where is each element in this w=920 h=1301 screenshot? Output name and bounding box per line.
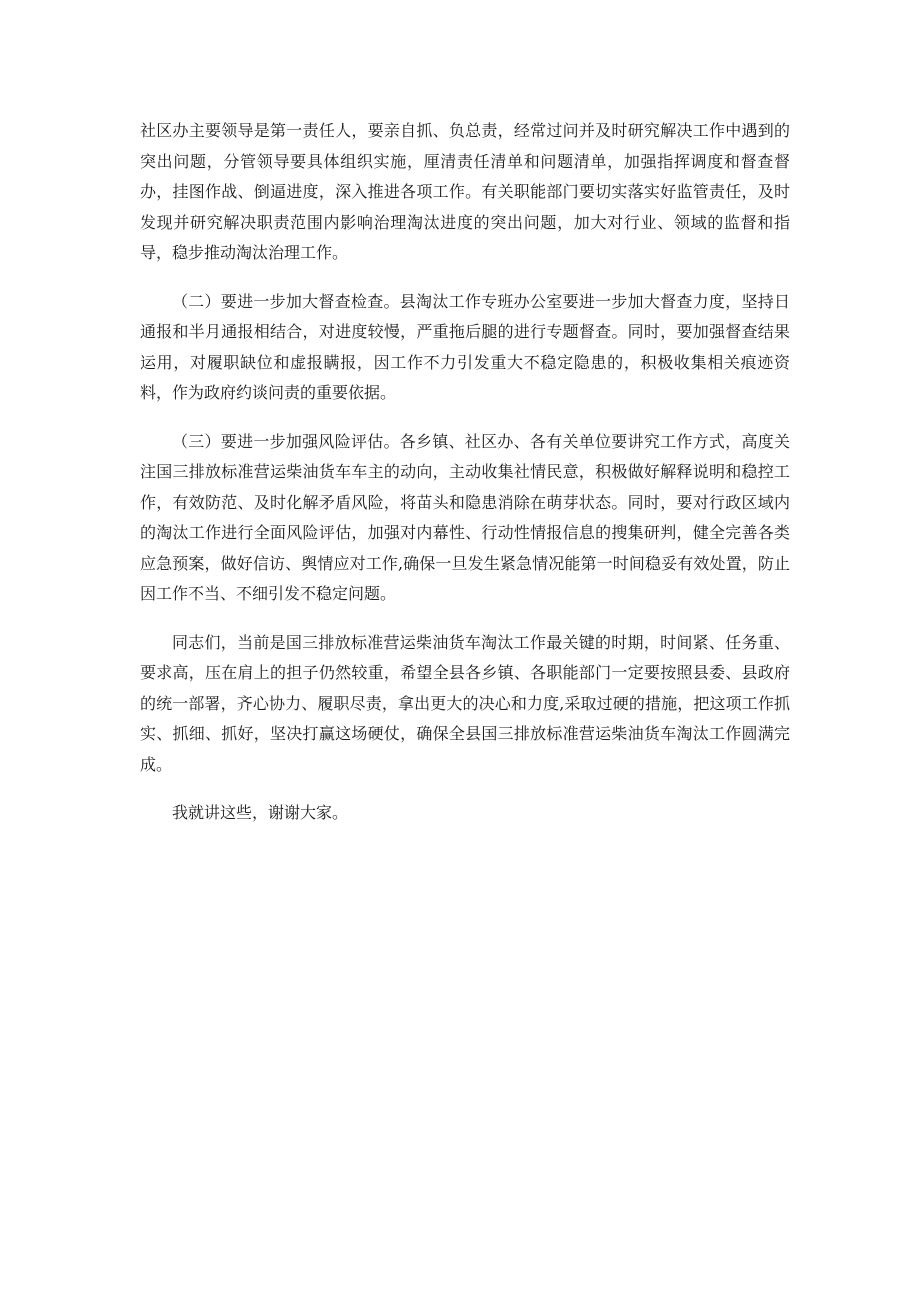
paragraph-supervision xyxy=(140,287,790,409)
paragraph-text: 社区办主要领导是第一责任人，要亲自抓、负总责，经常过问并及时研究解决工作中遇到的突出问题，分管领导要具体组织实施，厘清责任清单和问题清单，加强指挥调度和督查督办，挂图作战、倒逼进度，深入推进各项工作。有关职能部门要切实落实好监管责任，及时发现并研究解决职责范围内影响治理淘汰进度的突出问题，加大对行业、领域的监督和指导，稳步推动淘汰治理工作。 xyxy=(140,121,790,262)
paragraph-text: 同志们，当前是国三排放标准营运柴油货车淘汰工作最关键的时期，时间紧、任务重、要求高，压在肩上的担子仍然较重，希望全县各乡镇、各职能部门一定要按照县委、县政府的统一部署，齐心协力、履职尽责，拿出更大的决心和力度,采取过硬的措施，把这项工作抓实、抓细、抓好，坚决打赢这场硬仗，确保全县国三排放标准营运柴油货车淘汰工作圆满完成。 xyxy=(140,632,790,774)
paragraph-text: 各乡镇、社区办、各有关单位要讲究工作方式，高度关注国三排放标准营运柴油货车车主的动向，主动收集社情民意，积极做好解释说明和稳控工作，有效防范、及时化解矛盾风险，将苗头和隐患消除在萌芽状态。同时，要对行政区域内的淘汰工作进行全面风险评估，加强对内幕性、行动性情报信息的搜集研判，健全完善各类应急预案，做好信访、舆情应对工作,确保一旦发生紧急情况能第一时间稳妥有效处置，防止因工作不当、不细引发不稳定问题。 xyxy=(140,431,790,603)
paragraph-risk-assessment xyxy=(140,427,790,610)
section-heading-risk-assessment: （三）要进一步加强风险评估。 xyxy=(172,431,400,451)
document-body xyxy=(140,116,790,847)
paragraph-closing-remark xyxy=(140,798,790,829)
paragraph-text: 县淘汰工作专班办公室要进一步加大督查力度，坚持日通报和半月通报相结合，对进度较慢，严重拖后腿的进行专题督查。同时，要加强督查结果运用，对履职缺位和虚报瞒报，因工作不力引发重大不稳定隐患的，积极收集相关痕迹资料，作为政府约谈问责的重要依据。 xyxy=(140,291,790,402)
section-heading-supervision: （二）要进一步加大督查检查。 xyxy=(172,291,400,311)
paragraph-responsibility xyxy=(140,116,790,269)
paragraph-text: 我就讲这些，谢谢大家。 xyxy=(172,803,349,822)
paragraph-closing-appeal xyxy=(140,628,790,781)
